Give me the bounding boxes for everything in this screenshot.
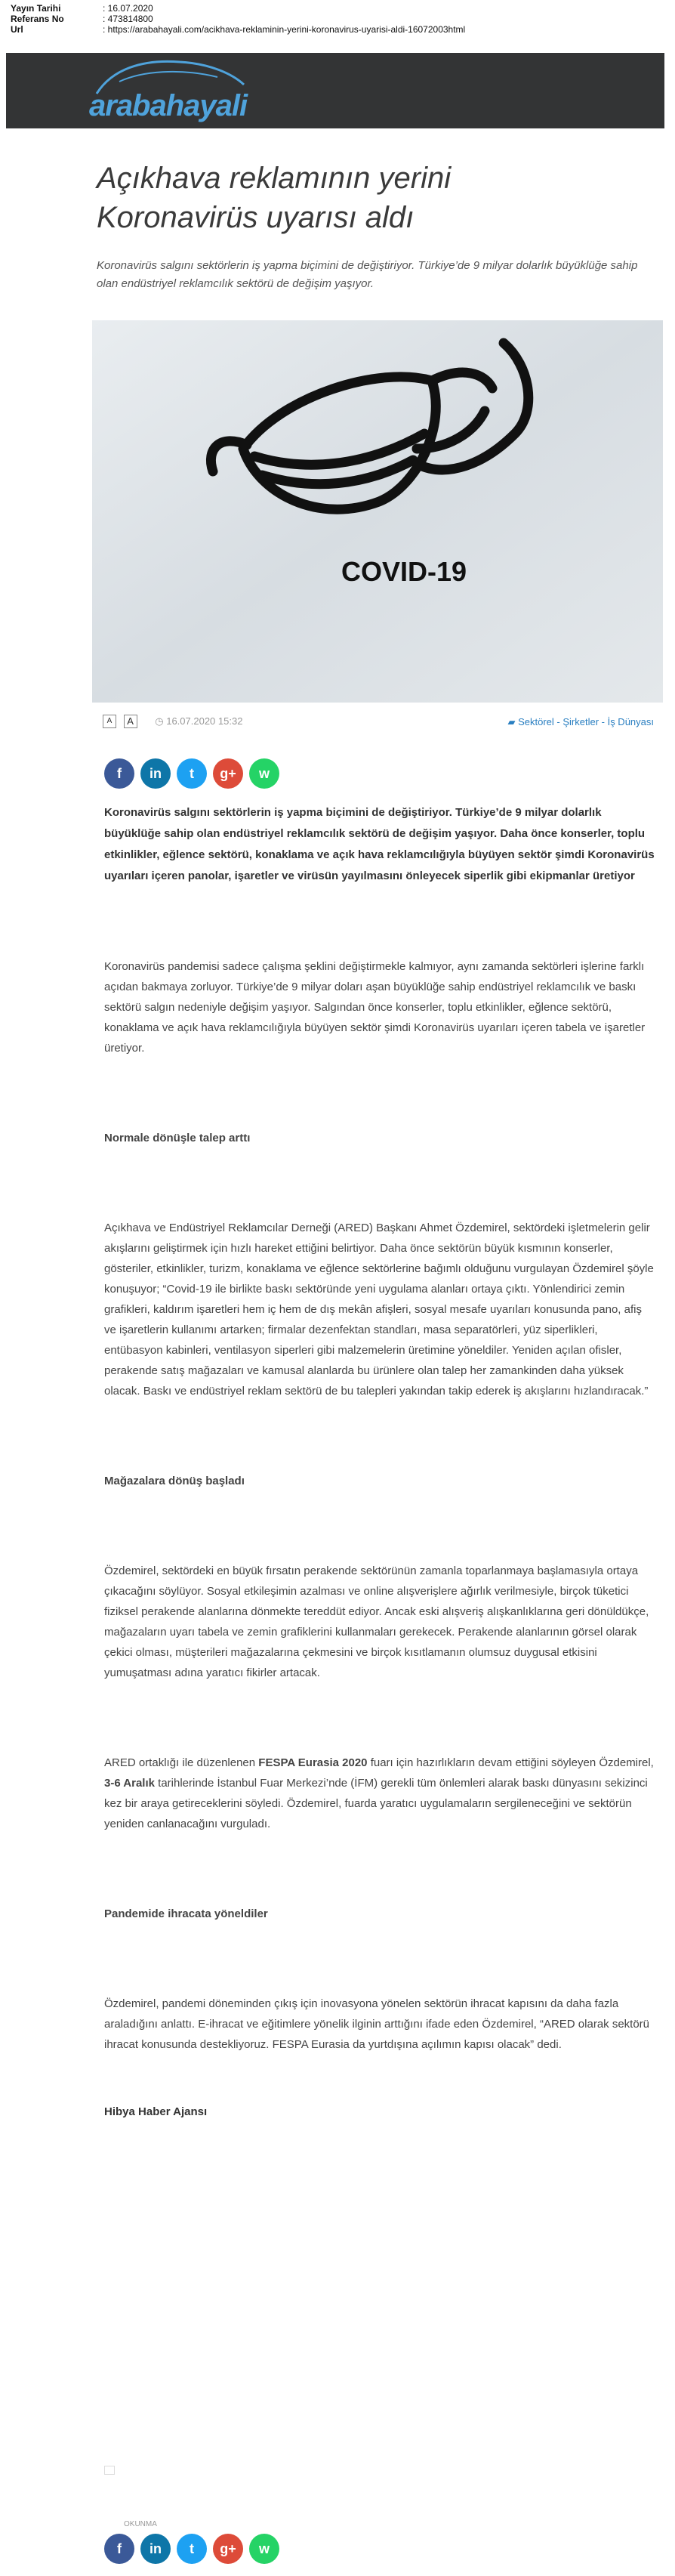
publish-date-text: 16.07.2020 15:32 (166, 715, 243, 727)
section-heading: Normale dönüşle talep arttı (104, 1132, 251, 1144)
paragraph-part: fuarı için hazırlıkların devam ettiğini söyleyen Özdemirel, (367, 1756, 654, 1769)
whatsapp-share-button[interactable]: w (249, 758, 279, 789)
meta-value: : https://arabahayali.com/acikhava-reklaminin-yerini-koronavirus-uyarisi-aldi-16072003html (103, 24, 466, 35)
article-header (97, 159, 663, 293)
paragraph: Açıkhava ve Endüstriyel Reklamcılar Derneği (ARED) Başkanı Ahmet Özdemirel, sektördeki işletmelerin gelir akışlarını geliştirmek için hızlı hareket ettiğini belirtiyor. Daha önce sektörün büyük kısmının konserler, gösteriler, etkinlikler, turizm, konaklama ve eğlence sektörlerine bağımlı olduğunu vurgulayan Özdemirel şöyle konuşuyor; “Covid-19 ile birlikte baskı sektöründe yeni uygulama alanları ortaya çıktı. Yönlendirici zemin grafikleri, kaldırım işaretleri hem iç hem de dış mekân afişleri, sosyal mesafe uyarıları konusunda pano, afiş ve işaretlerin kullanımı artarken; firmalar dezenfektan standları, masa separatörleri, yüz siperlikleri, entübasyon kabinleri, ventilasyon siperleri gibi malzemelerin üretimine yöneldiler. Yeniden açılan ofisler, perakende satış mağazaları ve kamusal alanlarda bu ürünlere olan talep her zamankinden daha yüksek olacak. Baskı ve endüstriyel reklam sektörü de bu talepleri yakından takip ederek iş akışlarını hızlandıracak.” (104, 1222, 654, 1398)
section-heading: Mağazalara dönüş başladı (104, 1475, 245, 1487)
share-bar-top (104, 758, 279, 789)
clock-icon: ◷ (155, 715, 167, 727)
facebook-share-button[interactable]: f (104, 758, 134, 789)
paragraph-part: ARED ortaklığı ile düzenlenen (104, 1756, 259, 1769)
facebook-share-button[interactable]: f (104, 2534, 134, 2564)
font-increase-button[interactable]: A (124, 715, 137, 728)
paragraph (104, 1753, 655, 1834)
article-infobar (103, 715, 654, 733)
logo-text: arabahayali (89, 89, 248, 122)
article-strong-lead: Koronavirüs salgını sektörlerin iş yapma biçimini de değiştiriyor. Türkiye’de 9 milyar dolarlık büyüklüğe sahip olan endüstriyel reklamcılık sektörü de değişim yaşıyor. Daha önce konserler, toplu etkinlikler, eğlence sektörü, konaklama ve açık hava reklamcılığıyla büyüyen sektör şimdi Koronavirüs uyarıları içeren panolar, işaretler ve virüsün yayılmasını önleyecek siperlik gibi ekipmanlar üretiyor (104, 806, 655, 882)
share-bar-bottom (104, 2534, 279, 2564)
site-header (6, 53, 664, 128)
meta-key: Referans No (11, 14, 64, 24)
font-decrease-button[interactable]: A (103, 715, 116, 728)
folder-icon: ▰ (507, 716, 519, 727)
paragraph: Özdemirel, sektördeki en büyük fırsatın perakende sektörünün zamanla toparlanmaya başlamasıyla ortaya çıkacağını söylüyor. Sosyal etkileşimin azalması ve online alışverişlere ağırlık verilmesiyle, birçok tüketici fiziksel perakende alanlarına dönmekte tereddüt ediyor. Ancak eski alışveriş alışkanlıklarına geri dönüldükçe, mağazaların uyarı tabela ve zemin grafiklerini kullanmaları gerekecek. Perakende alanlarının görsel olarak çekici olması, müşterileri mağazalarına çekmesini ve birçok kısıtlamanın olumsuz duygusal etkisini yumuşatması adına yaratıcı fikirler artacak. (104, 1564, 649, 1679)
paragraph: Özdemirel, pandemi döneminden çıkış için inovasyona yönelen sektörün ihracat kapısını da daha fazla araladığını anlattı. E-ihracat ve eğitimlere yönelik ilginin arttığını ifade eden Özdemirel, “ARED olarak sektörü ihracat konusunda destekliyoruz. FESPA Eurasia da yurtdışına açılımın kapısı olacak” dedi. (104, 1997, 650, 2051)
placeholder-box (104, 2466, 115, 2475)
section-heading: Pandemide ihracata yöneldiler (104, 1907, 268, 1920)
paragraph-part: tarihlerinde İstanbul Fuar Merkezi’nde (İFM) gerekli tüm önlemleri alarak baskı dünyasını sekizinci kez bir araya getireceklerini söyledi. Özdemirel, fuarda yaratıcı uygulamaların sergileneceğini ve sektörün yeniden canlanacağını vurguladı. (104, 1777, 648, 1830)
read-count-label: OKUNMA (124, 2520, 157, 2528)
paragraph: Koronavirüs pandemisi sadece çalışma şeklini değiştirmekle kalmıyor, aynı zamanda sektörleri işlerine farklı açıdan bakmaya zorluyor. Türkiye’de 9 milyar doları aşan büyüklüğe sahip endüstriyel reklamcılık ve baskı sektörü salgın nedeniyle değişim yaşıyor. Salgından önce konserler, toplu etkinlikler, eğlence sektörü, konaklama ve açık hava reklamcılığıyla büyüyen sektör şimdi Koronavirüs uyarıları içeren tabela ve işaretler üretiyor. (104, 960, 646, 1055)
article-body (104, 802, 655, 2122)
meta-row (11, 3, 465, 14)
news-source: Hibya Haber Ajansı (104, 2105, 208, 2118)
press-metadata (11, 3, 465, 35)
article-image (92, 320, 663, 703)
covid-mask-stencil-graphic (92, 320, 663, 703)
linkedin-share-button[interactable]: in (140, 758, 171, 789)
meta-row (11, 14, 465, 24)
googleplus-share-button[interactable]: g+ (213, 758, 243, 789)
image-text: COVID-19 (341, 556, 467, 587)
whatsapp-share-button[interactable]: w (249, 2534, 279, 2564)
googleplus-share-button[interactable]: g+ (213, 2534, 243, 2564)
twitter-share-button[interactable]: t (177, 2534, 207, 2564)
article-title: Açıkhava reklamının yerini Koronavirüs uyarısı aldı (97, 162, 452, 234)
publish-date (155, 715, 242, 727)
event-name: FESPA Eurasia 2020 (258, 1756, 368, 1769)
article-lead: Koronavirüs salgını sektörlerin iş yapma biçimini de değiştiriyor. Türkiye’de 9 milyar dolarlık büyüklüğe sahip olan endüstriyel reklamcılık sektörü de değişim yaşıyor. (97, 259, 638, 290)
categories-text: Sektörel - Şirketler - İş Dünyası (518, 716, 654, 727)
meta-row (11, 24, 465, 35)
meta-key: Yayın Tarihi (11, 3, 61, 14)
meta-key: Url (11, 24, 23, 35)
twitter-share-button[interactable]: t (177, 758, 207, 789)
event-dates: 3-6 Aralık (104, 1777, 155, 1790)
linkedin-share-button[interactable]: in (140, 2534, 171, 2564)
meta-value: : 473814800 (103, 14, 153, 24)
meta-value: : 16.07.2020 (103, 3, 153, 14)
article-categories[interactable] (508, 716, 655, 728)
